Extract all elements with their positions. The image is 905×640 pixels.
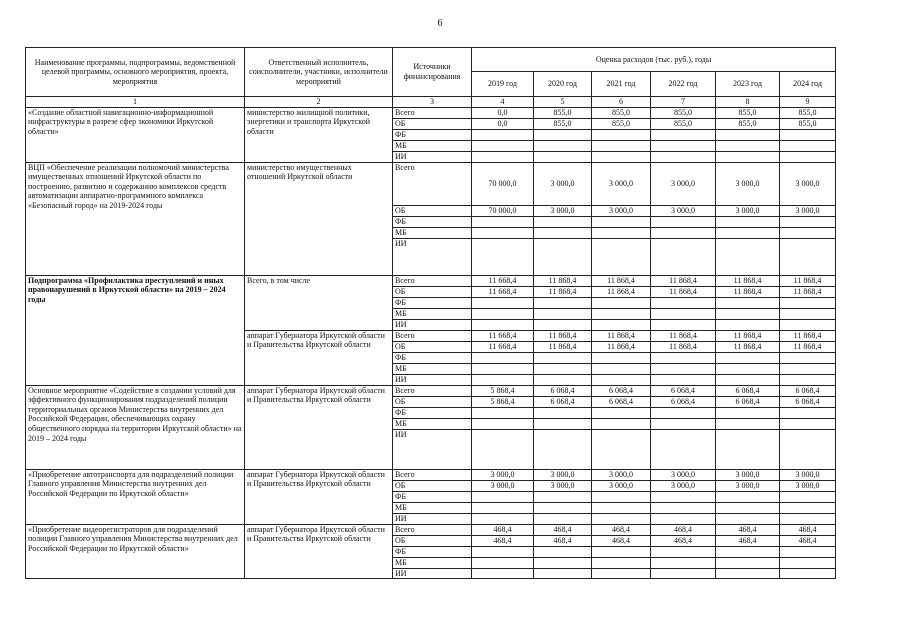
value-cell: 468,4: [534, 524, 592, 535]
value-cell: 11 868,4: [534, 275, 592, 286]
value-cell: 11 868,4: [534, 330, 592, 341]
value-cell: 11 868,4: [651, 286, 716, 297]
value-cell: 0,0: [472, 118, 534, 129]
column-number: 5: [534, 97, 592, 108]
source-cell: ФБ: [393, 216, 472, 227]
value-cell: 3 000,0: [534, 162, 592, 205]
executor-cell: аппарат Губернатора Иркутской области и Правительства Иркутской области: [245, 524, 393, 579]
table-row: [26, 162, 836, 205]
source-cell: ОБ: [393, 535, 472, 546]
source-cell: ИИ: [393, 513, 472, 524]
source-cell: ИИ: [393, 319, 472, 330]
value-cell: 6 068,4: [780, 396, 836, 407]
header-year: 2019 год: [472, 72, 534, 97]
value-cell: 3 000,0: [534, 480, 592, 491]
table-row: [26, 107, 836, 118]
page-number: 6: [437, 18, 443, 29]
value-cell: 3 000,0: [780, 205, 836, 216]
source-cell: Всего: [393, 330, 472, 341]
source-cell: ФБ: [393, 546, 472, 557]
value-cell: 3 000,0: [534, 469, 592, 480]
value-cell: 468,4: [716, 524, 780, 535]
value-cell: 11 868,4: [592, 286, 651, 297]
header-estimate: Оценка расходов (тыс. руб.), годы: [472, 48, 836, 72]
table-row: [26, 385, 836, 396]
value-cell: 3 000,0: [592, 469, 651, 480]
source-cell: Всего: [393, 107, 472, 118]
value-cell: 11 868,4: [651, 275, 716, 286]
header-year: 2023 год: [716, 72, 780, 97]
value-cell: 468,4: [716, 535, 780, 546]
source-cell: ФБ: [393, 297, 472, 308]
source-cell: Всего: [393, 275, 472, 286]
value-cell: 3 000,0: [716, 205, 780, 216]
value-cell: 11 668,4: [472, 330, 534, 341]
value-cell: 5 868,4: [472, 396, 534, 407]
source-cell: ОБ: [393, 205, 472, 216]
value-cell: 11 868,4: [780, 286, 836, 297]
value-cell: 11 868,4: [780, 330, 836, 341]
source-cell: МБ: [393, 308, 472, 319]
program-name-cell: «Приобретение видеорегистраторов для подразделений полиции Главного управления Министерства внутренних дел Российской Федерации по Иркутской области»: [26, 524, 245, 579]
source-cell: МБ: [393, 140, 472, 151]
column-number: 1: [26, 97, 245, 108]
program-name-cell: Основное мероприятие «Содействие в создании условий для эффективного функционирования подразделений полиции территориальных органов Министерства внутренних дел Российской Федерации, обеспечивающих охрану общественного порядка на территории Иркутской области» на 2019 – 2024 годы: [26, 385, 245, 469]
source-cell: МБ: [393, 227, 472, 238]
value-cell: 6 068,4: [592, 396, 651, 407]
value-cell: 3 000,0: [651, 469, 716, 480]
value-cell: 3 000,0: [716, 469, 780, 480]
value-cell: 855,0: [651, 107, 716, 118]
value-cell: 11 668,4: [472, 341, 534, 352]
value-cell: 855,0: [716, 107, 780, 118]
header-name: Наименование программы, подпрограммы, ведомственной целевой программы, основного мероприятия, проекта, мероприятия: [26, 48, 245, 97]
value-cell: 6 068,4: [716, 396, 780, 407]
value-cell: 468,4: [780, 535, 836, 546]
value-cell: 3 000,0: [592, 480, 651, 491]
column-number: 4: [472, 97, 534, 108]
source-cell: ФБ: [393, 352, 472, 363]
value-cell: 855,0: [592, 118, 651, 129]
source-cell: Всего: [393, 524, 472, 535]
header-year: 2022 год: [651, 72, 716, 97]
value-cell: 11 868,4: [651, 341, 716, 352]
value-cell: 6 068,4: [592, 385, 651, 396]
value-cell: 3 000,0: [534, 205, 592, 216]
value-cell: 11 868,4: [716, 275, 780, 286]
source-cell: ОБ: [393, 286, 472, 297]
value-cell: 6 068,4: [651, 385, 716, 396]
table-row: [26, 275, 836, 286]
value-cell: 855,0: [592, 107, 651, 118]
source-cell: ОБ: [393, 341, 472, 352]
value-cell: 3 000,0: [472, 480, 534, 491]
value-cell: 855,0: [534, 107, 592, 118]
value-cell: 11 868,4: [534, 341, 592, 352]
header-year: 2020 год: [534, 72, 592, 97]
value-cell: 70 000,0: [472, 162, 534, 205]
value-cell: 11 868,4: [716, 341, 780, 352]
source-cell: ИИ: [393, 151, 472, 162]
source-cell: ФБ: [393, 129, 472, 140]
value-cell: 5 868,4: [472, 385, 534, 396]
executor-cell: аппарат Губернатора Иркутской области и Правительства Иркутской области: [245, 469, 393, 524]
column-number: 2: [245, 97, 393, 108]
column-number: 3: [393, 97, 472, 108]
table-row: [26, 469, 836, 480]
budget-table: [25, 47, 836, 579]
value-cell: 468,4: [651, 524, 716, 535]
value-cell: 855,0: [716, 118, 780, 129]
value-cell: 11 868,4: [651, 330, 716, 341]
value-cell: 11 868,4: [534, 286, 592, 297]
value-cell: 6 068,4: [534, 396, 592, 407]
source-cell: Всего: [393, 385, 472, 396]
source-cell: МБ: [393, 557, 472, 568]
value-cell: 468,4: [780, 524, 836, 535]
value-cell: 3 000,0: [592, 205, 651, 216]
value-cell: 468,4: [592, 535, 651, 546]
value-cell: 6 068,4: [716, 385, 780, 396]
value-cell: 11 868,4: [716, 286, 780, 297]
value-cell: 6 068,4: [780, 385, 836, 396]
value-cell: 3 000,0: [651, 205, 716, 216]
executor-cell: министерство жилищной политики, энергетики и транспорта Иркутской области: [245, 107, 393, 162]
value-cell: 468,4: [534, 535, 592, 546]
source-cell: ИИ: [393, 429, 472, 469]
value-cell: 3 000,0: [780, 469, 836, 480]
source-cell: Всего: [393, 162, 472, 205]
source-cell: ФБ: [393, 491, 472, 502]
value-cell: 855,0: [534, 118, 592, 129]
value-cell: 3 000,0: [472, 469, 534, 480]
source-cell: Всего: [393, 469, 472, 480]
executor-cell: Всего, в том числе: [245, 275, 393, 330]
value-cell: 6 068,4: [651, 396, 716, 407]
column-number: 8: [716, 97, 780, 108]
value-cell: 11 668,4: [472, 286, 534, 297]
value-cell: 3 000,0: [780, 162, 836, 205]
header-year: 2024 год: [780, 72, 836, 97]
value-cell: 11 668,4: [472, 275, 534, 286]
value-cell: 3 000,0: [780, 480, 836, 491]
sub-executor-cell: аппарат Губернатора Иркутской области и Правительства Иркутской области: [245, 330, 393, 385]
value-cell: 11 868,4: [592, 330, 651, 341]
value-cell: 0,0: [472, 107, 534, 118]
header-executor: Ответственный исполнитель, соисполнители, участники, исполнители мероприятий: [245, 48, 393, 97]
program-name-cell: «Приобретение автотранспорта для подразделений полиции Главного управления Министерства внутренних дел Российской Федерации по Иркутской области»: [26, 469, 245, 524]
value-cell: 3 000,0: [716, 480, 780, 491]
table-row: [26, 524, 836, 535]
value-cell: 3 000,0: [651, 162, 716, 205]
source-cell: ИИ: [393, 238, 472, 275]
subprogram-name-cell: Подпрограмма «Профилактика преступлений и иных правонарушений в Иркутской области» на 2019 – 2024 годы: [26, 275, 245, 385]
column-number: 6: [592, 97, 651, 108]
value-cell: 11 868,4: [780, 341, 836, 352]
program-name-cell: ВЦП «Обеспечение реализации полномочий министерства имущественных отношений Иркутской области по построению, развитию и содержанию комплексов средств автоматизации аппаратно-программного комплекса «Безопасный город» на 2019-2024 годы: [26, 162, 245, 275]
source-cell: МБ: [393, 502, 472, 513]
value-cell: 11 868,4: [592, 275, 651, 286]
value-cell: 855,0: [651, 118, 716, 129]
column-number: 7: [651, 97, 716, 108]
value-cell: 11 868,4: [592, 341, 651, 352]
value-cell: 3 000,0: [651, 480, 716, 491]
value-cell: 11 868,4: [780, 275, 836, 286]
column-number: 9: [780, 97, 836, 108]
header-sources: Источники финансирования: [393, 48, 472, 97]
value-cell: 3 000,0: [716, 162, 780, 205]
value-cell: 11 868,4: [716, 330, 780, 341]
executor-cell: министерство имущественных отношений Иркутской области: [245, 162, 393, 275]
source-cell: ИИ: [393, 374, 472, 385]
value-cell: 6 068,4: [534, 385, 592, 396]
executor-cell: аппарат Губернатора Иркутской области и Правительства Иркутской области: [245, 385, 393, 469]
value-cell: 855,0: [780, 107, 836, 118]
value-cell: 70 000,0: [472, 205, 534, 216]
value-cell: 3 000,0: [592, 162, 651, 205]
source-cell: ФБ: [393, 407, 472, 418]
value-cell: 468,4: [472, 524, 534, 535]
source-cell: МБ: [393, 418, 472, 429]
value-cell: 468,4: [472, 535, 534, 546]
value-cell: 468,4: [592, 524, 651, 535]
source-cell: ОБ: [393, 396, 472, 407]
source-cell: ИИ: [393, 568, 472, 579]
header-year: 2021 год: [592, 72, 651, 97]
value-cell: 468,4: [651, 535, 716, 546]
source-cell: ОБ: [393, 118, 472, 129]
value-cell: 855,0: [780, 118, 836, 129]
program-name-cell: «Создание областной навигационно-информационной инфраструктуры в разрезе сфер экономики Иркутской области»: [26, 107, 245, 162]
source-cell: МБ: [393, 363, 472, 374]
source-cell: ОБ: [393, 480, 472, 491]
